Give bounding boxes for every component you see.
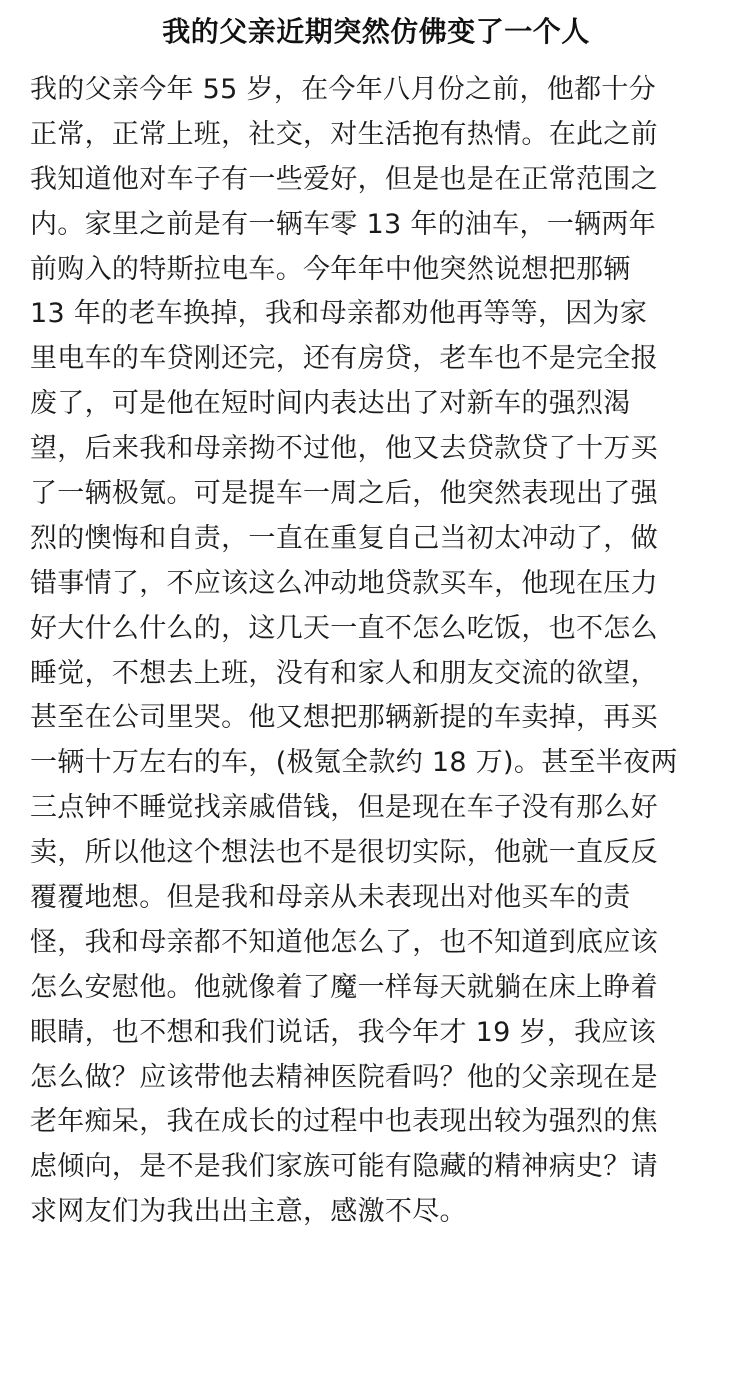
body-line: 三点钟不睡觉找亲戚借钱，但是现在车子没有那么好 xyxy=(30,792,658,824)
body-line: 虑倾向，是不是我们家族可能有隐藏的精神病史？请 xyxy=(30,1151,658,1183)
body-line: 卖，所以他这个想法也不是很切实际，他就一直反反 xyxy=(30,837,658,869)
body-line: 了一辆极氪。可是提车一周之后，他突然表现出了强 xyxy=(30,478,658,510)
body-line: 烈的懊悔和自责，一直在重复自己当初太冲动了，做 xyxy=(30,522,658,554)
body-line: 13 年的老车换掉，我和母亲都劝他再等等，因为家 xyxy=(30,298,648,330)
body-line: 望，后来我和母亲拗不过他，他又去贷款贷了十万买 xyxy=(30,433,658,465)
body-line: 错事情了，不应该这么冲动地贷款买车，他现在压力 xyxy=(30,567,658,599)
body-line: 怪，我和母亲都不知道他怎么了，也不知道到底应该 xyxy=(30,926,658,958)
body-line: 废了，可是他在短时间内表达出了对新车的强烈渴 xyxy=(30,388,631,420)
body-line: 眼睛，也不想和我们说话，我今年才 19 岁，我应该 xyxy=(30,1016,657,1048)
body-line: 我知道他对车子有一些爱好，但是也是在正常范围之 xyxy=(30,163,658,195)
body-line: 睡觉，不想去上班，没有和家人和朋友交流的欲望， xyxy=(30,657,658,689)
body-line: 怎么安慰他。他就像着了魔一样每天就躺在床上睁着 xyxy=(30,971,658,1003)
body-line: 求网友们为我出出主意，感激不尽。 xyxy=(30,1196,467,1228)
body-line: 覆覆地想。但是我和母亲从未表现出对他买车的责 xyxy=(30,882,631,914)
body-line: 甚至在公司里哭。他又想把那辆新提的车卖掉，再买 xyxy=(30,702,658,734)
body-line: 内。家里之前是有一辆车零 13 年的油车，一辆两年 xyxy=(30,208,657,240)
body-line: 前购入的特斯拉电车。今年年中他突然说想把那辆 xyxy=(30,253,631,285)
body-line: 我的父亲今年 55 岁，在今年八月份之前，他都十分 xyxy=(30,74,657,105)
body-line: 怎么做？应该带他去精神医院看吗？他的父亲现在是 xyxy=(30,1061,658,1093)
body-line: 里电车的车贷刚还完，还有房贷，老车也不是完全报 xyxy=(30,343,658,375)
body-line: 好大什么什么的，这几天一直不怎么吃饭，也不怎么 xyxy=(30,612,658,644)
post-title: 我的父亲近期突然仿佛变了一个人 xyxy=(162,15,590,48)
body-line: 一辆十万左右的车，(极氪全款约 18 万)。甚至半夜两 xyxy=(30,747,678,779)
post-body xyxy=(30,68,730,1235)
body-line: 老年痴呆，我在成长的过程中也表现出较为强烈的焦 xyxy=(30,1106,658,1138)
body-line: 正常，正常上班，社交，对生活抱有热情。在此之前 xyxy=(30,118,658,150)
